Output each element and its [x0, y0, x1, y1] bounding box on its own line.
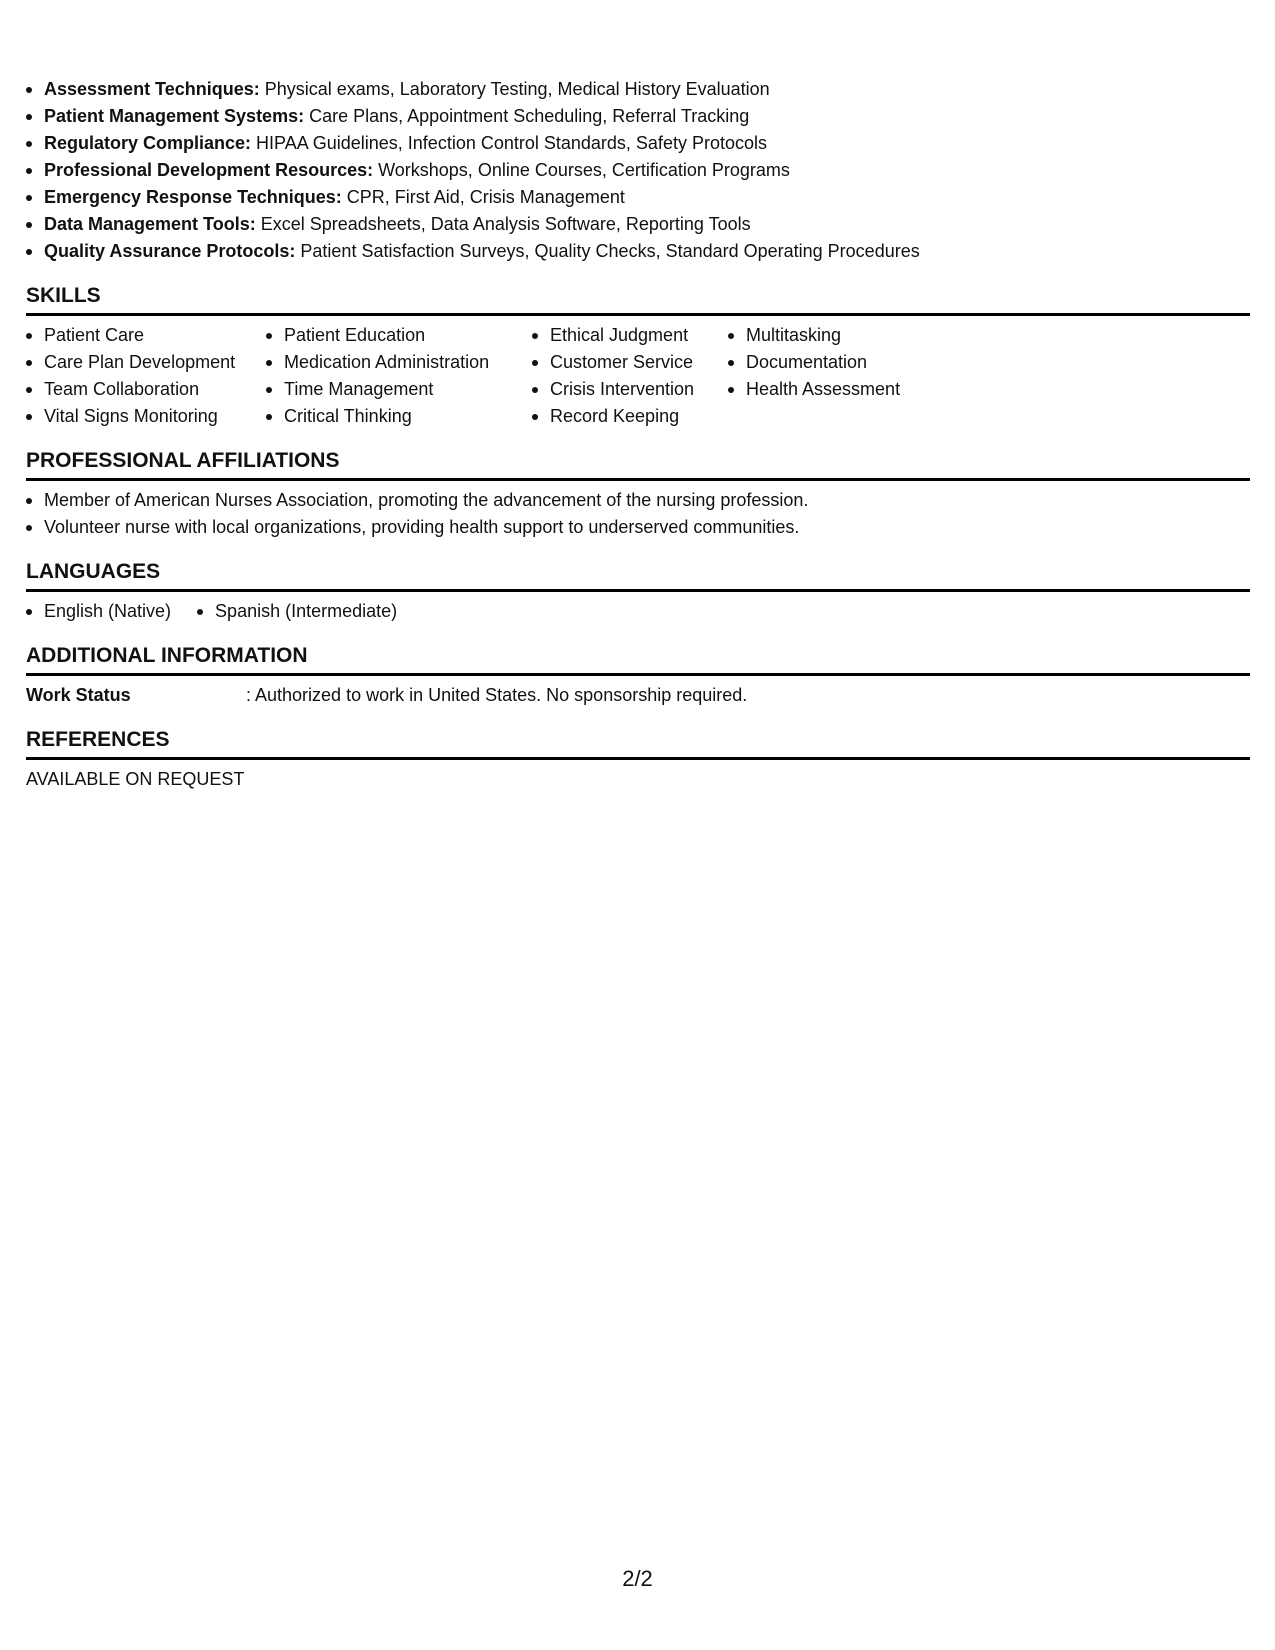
list-item	[26, 238, 1250, 265]
languages-heading: LANGUAGES	[26, 559, 1250, 592]
item-text: Patient Satisfaction Surveys, Quality Checks, Standard Operating Procedures	[295, 241, 920, 261]
skills-column	[532, 322, 706, 430]
skills-column	[266, 322, 510, 430]
skill-item: Record Keeping	[532, 403, 706, 430]
skill-item: Team Collaboration	[26, 376, 244, 403]
list-item: Member of American Nurses Association, promoting the advancement of the nursing profession.	[26, 487, 1250, 514]
skill-item: Crisis Intervention	[532, 376, 706, 403]
references-text: AVAILABLE ON REQUEST	[26, 769, 245, 789]
list-item: Volunteer nurse with local organizations, providing health support to underserved communities.	[26, 514, 1250, 541]
skill-item: Patient Care	[26, 322, 244, 349]
skill-item: Customer Service	[532, 349, 706, 376]
language-item: Spanish (Intermediate)	[197, 598, 397, 625]
skills-column	[728, 322, 900, 430]
list-item	[26, 184, 1250, 211]
item-label: Assessment Techniques:	[44, 79, 260, 99]
item-label: Emergency Response Techniques:	[44, 187, 342, 207]
affiliations-list	[26, 487, 1250, 541]
work-status-value: : Authorized to work in United States. No sponsorship required.	[246, 685, 748, 705]
skill-item: Health Assessment	[728, 376, 900, 403]
skill-item: Medication Administration	[266, 349, 510, 376]
list-item	[26, 103, 1250, 130]
affiliations-heading: PROFESSIONAL AFFILIATIONS	[26, 448, 1250, 481]
language-item: English (Native)	[26, 598, 171, 625]
skills-column	[26, 322, 244, 430]
skill-item: Time Management	[266, 376, 510, 403]
resume-page	[26, 76, 1250, 793]
skill-item: Vital Signs Monitoring	[26, 403, 244, 430]
item-text: Workshops, Online Courses, Certification Programs	[373, 160, 790, 180]
skill-item: Patient Education	[266, 322, 510, 349]
item-text: Physical exams, Laboratory Testing, Medical History Evaluation	[259, 79, 770, 99]
list-item	[26, 211, 1250, 238]
item-text: Excel Spreadsheets, Data Analysis Software, Reporting Tools	[255, 214, 751, 234]
skills-grid	[26, 322, 1250, 430]
item-label: Professional Development Resources:	[44, 160, 374, 180]
tools-list	[26, 76, 1250, 265]
item-text: Care Plans, Appointment Scheduling, Referral Tracking	[304, 106, 750, 126]
page-number: 2/2	[622, 1566, 653, 1591]
references-heading: REFERENCES	[26, 727, 1250, 760]
work-status-label: Work Status	[26, 685, 131, 705]
item-text: CPR, First Aid, Crisis Management	[341, 187, 625, 207]
list-item	[26, 76, 1250, 103]
item-text: HIPAA Guidelines, Infection Control Standards, Safety Protocols	[251, 133, 767, 153]
list-item	[26, 130, 1250, 157]
skill-item: Care Plan Development	[26, 349, 244, 376]
item-label: Patient Management Systems:	[44, 106, 305, 126]
languages-list	[26, 598, 1250, 625]
skill-item: Multitasking	[728, 322, 900, 349]
item-label: Quality Assurance Protocols:	[44, 241, 296, 261]
item-label: Regulatory Compliance:	[44, 133, 252, 153]
skill-item: Ethical Judgment	[532, 322, 706, 349]
list-item	[26, 157, 1250, 184]
skill-item: Documentation	[728, 349, 900, 376]
item-label: Data Management Tools:	[44, 214, 256, 234]
work-status-row	[26, 682, 1250, 709]
skill-item: Critical Thinking	[266, 403, 510, 430]
additional-info-heading: ADDITIONAL INFORMATION	[26, 643, 1250, 676]
skills-heading: SKILLS	[26, 283, 1250, 316]
